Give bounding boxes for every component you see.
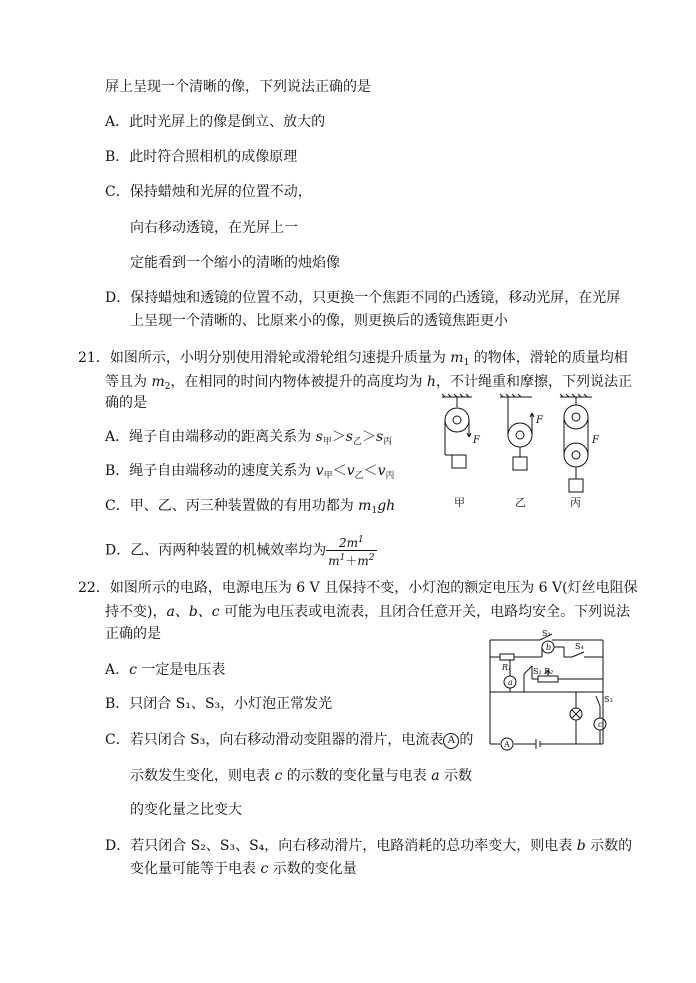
q21-stem-line3: 确的是 (105, 395, 147, 411)
label-jia: 甲 (454, 496, 465, 509)
q21-option-a (105, 427, 392, 452)
q22-option-c-line3: 的变化量之比变大 (130, 802, 242, 818)
q22-d-c: c (260, 861, 269, 877)
q22-option-b: B．只闭合 S₁、S₃，小灯泡正常发光 (105, 696, 333, 712)
q22-stem-line1 (78, 578, 638, 598)
q21-b-sub3: 丙 (385, 471, 395, 481)
q22-a-c: c (129, 662, 137, 678)
q20-option-c-line2: 向右移动透镜，在光屏上一 (130, 220, 298, 236)
efficiency-fraction (326, 533, 376, 568)
q21-c-sub: 1 (371, 506, 378, 516)
q21-c-gh: gh (377, 498, 396, 514)
label-meter-a: a (508, 678, 513, 687)
q21-a-gt: ＞ (361, 429, 376, 445)
q22-c-text: 的 (459, 732, 474, 748)
q20-option-d-line1: D．保持蜡烛和透镜的位置不动，只更换一个焦距不同的凸透镜，移动光屏，在光屏 (105, 290, 621, 306)
q20-option-a: A．此时光屏上的像是倒立、放大的 (105, 114, 326, 130)
q22-option-c-line2 (130, 766, 472, 786)
q22-abc: a、b、c (166, 604, 220, 620)
q22-d-b: b (576, 838, 586, 854)
label-bing: 丙 (570, 496, 581, 509)
label-yi: 乙 (515, 496, 526, 509)
fraction-den-a-sup: 1 (339, 553, 346, 563)
q20-option-c-line1: C．保持蜡烛和光屏的位置不动， (105, 184, 312, 200)
q21-stem-text: 如图所示，小明分别使用滑轮或滑轮组匀速提升质量为 (109, 350, 451, 366)
q22-a-text: 一定是电压表 (136, 662, 226, 678)
q22-d-text: 示数的变化量 (268, 861, 357, 877)
q21-a-s: s (375, 429, 384, 445)
q21-a-sub2: 乙 (352, 437, 362, 447)
ammeter-symbol: A (443, 733, 459, 749)
q21-b-sub2: 乙 (354, 471, 364, 481)
q21-b-v: v (346, 463, 355, 479)
force-label-bing: F (592, 435, 599, 446)
q21-stem-text: ，不计绳重和摩擦，下列说法正 (435, 374, 632, 390)
q22-option-d-line2 (130, 859, 357, 879)
pulley-bing (560, 394, 592, 492)
q21-b-v: v (315, 463, 324, 479)
circuit-figure (480, 630, 620, 755)
q21-m1-sub: 1 (463, 358, 470, 368)
q22-c-c: c (274, 768, 283, 784)
q20-option-d-line2: 上呈现一个清晰的、比原来小的像，则更换后的透镜焦距更小 (130, 313, 508, 329)
q22-c-a: a (431, 768, 440, 784)
q21-m1: m (450, 350, 464, 366)
q21-c-m: m (358, 498, 372, 514)
q22-c-text: 的示数的变化量与电表 (282, 768, 432, 784)
q21-b-text: B．绳子自由端移动的速度关系为 (105, 463, 316, 479)
q22-c-text: 示数 (439, 768, 473, 784)
q22-option-a (105, 660, 225, 680)
fraction-den-b-sup: 2 (368, 553, 375, 563)
q21-option-d (105, 533, 377, 568)
rheostat-r2 (538, 676, 558, 682)
q21-h: h (426, 374, 436, 390)
q21-number: 21． (78, 350, 110, 366)
pulley-jia (442, 394, 472, 468)
q22-option-c-line1 (105, 730, 473, 750)
q21-a-s: s (315, 429, 323, 445)
pulley-figure (420, 393, 620, 518)
q21-b-sub1: 甲 (323, 471, 333, 481)
q22-c-text: C．若只闭合 S₃，向右移动滑动变阻器的滑片，电流表 (105, 732, 444, 748)
label-ammeter: A (504, 740, 510, 749)
q21-option-b (105, 461, 395, 486)
fraction-num-sup: 1 (358, 535, 364, 545)
q22-d-text: D．若只闭合 S₂、S₃、S₄，向右移动滑片，电路消耗的总功率变大，则电表 (105, 838, 577, 854)
q22-stem-text: 持不变)， (105, 604, 167, 620)
label-s1: S₁ (542, 630, 551, 638)
q21-b-lt: ＜ (363, 463, 378, 479)
q20-option-c-line3: 定能看到一个缩小的清晰的烛焰像 (130, 255, 340, 271)
fraction-numerator: 2m (338, 536, 358, 550)
q21-a-gt: ＞ (331, 429, 346, 445)
label-r1: R₁ (502, 663, 512, 672)
fraction-den-b: m (357, 554, 369, 568)
q21-m2-sub: 2 (164, 382, 171, 392)
q21-stem-text: 等且为 (105, 374, 152, 390)
q22-stem-text: 如图所示的电路，电源电压为 6 V 且保持不变，小灯泡的额定电压为 6 V(灯丝电阻保 (109, 580, 638, 596)
q22-c-text: 示数发生变化，则电表 (130, 768, 275, 784)
q22-stem-line2 (105, 602, 630, 622)
force-label-yi: F (536, 415, 543, 426)
q21-a-text: A．绳子自由端移动的距离关系为 (105, 429, 316, 445)
fraction-den-a: m (328, 554, 340, 568)
label-meter-b: b (546, 643, 552, 652)
q21-stem-text: 的物体，滑轮的质量均相 (469, 350, 628, 366)
label-s3: S₃ (604, 695, 613, 704)
label-meter-c: c (598, 720, 603, 729)
pulley-yi (500, 394, 534, 470)
q20-option-b: B．此时符合照相机的成像原理 (105, 149, 298, 165)
label-s4: S₄ (575, 642, 584, 651)
q22-option-d-line1 (105, 836, 632, 856)
q22-a-prefix: A． (105, 662, 130, 678)
q21-b-v: v (377, 463, 386, 479)
q21-a-sub1: 甲 (322, 437, 332, 447)
q21-m2: m (151, 374, 165, 390)
q22-stem-text: 可能为电压表或电流表，且闭合任意开关，电路均安全。下列说法 (219, 604, 631, 620)
q21-c-text: C．甲、乙、丙三种装置做的有用功都为 (105, 498, 359, 514)
label-r2: R₂ (544, 667, 554, 676)
q22-stem-line3: 正确的是 (105, 626, 161, 642)
q21-a-s: s (345, 429, 353, 445)
q22-d-text: 示数的 (585, 838, 633, 854)
label-s2: S₂ (533, 667, 542, 676)
force-label-jia: F (473, 435, 480, 446)
q21-stem-text: ，在相同的时间内物体被提升的高度均为 (170, 374, 427, 390)
fraction-plus: ＋ (345, 554, 358, 568)
q22-number: 22． (78, 580, 110, 596)
resistor-r1 (500, 654, 514, 660)
q21-d-text: D．乙、丙两种装置的机械效率均为 (105, 542, 327, 559)
q21-option-c (105, 496, 395, 521)
q21-a-sub3: 丙 (383, 437, 393, 447)
q21-stem-line1 (78, 348, 628, 373)
q22-d-text: 变化量可能等于电表 (130, 861, 261, 877)
q20-stem-tail: 屏上呈现一个清晰的像，下列说法正确的是 (105, 79, 371, 95)
q21-b-lt: ＜ (332, 463, 347, 479)
